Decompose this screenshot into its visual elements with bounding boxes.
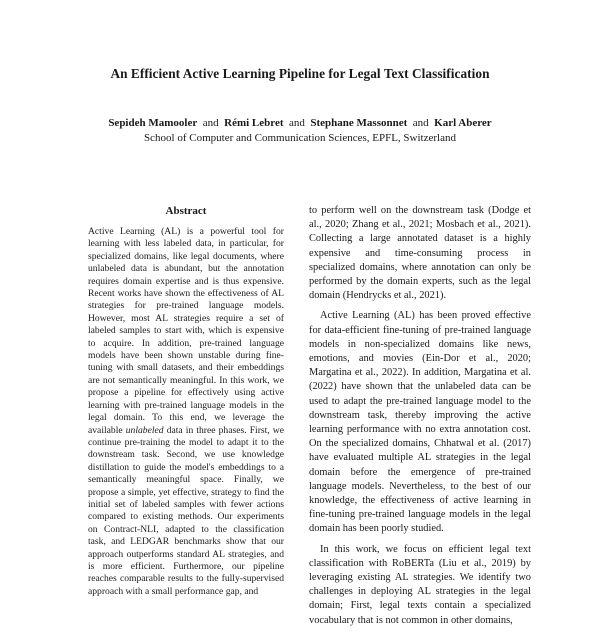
abstract-body [88,226,284,598]
author-separator: and [412,117,429,129]
body-column [309,204,531,634]
author-list [0,117,600,129]
author-name: Karl Aberer [434,117,492,129]
author-name: Sepideh Mamooler [108,117,198,129]
body-paragraph: Active Learning (AL) has been proved effective for data-efficient fine-tuning of pre-trained language models in non-specialized domains like news, emotions, and movies (Ein-Dor et al., 2020; Margatina et al., 2022). In addition, Margatina et al. (2022) have shown that the unlabeled data can be used to adapt the pre-trained language model to the downstream task, thereby improving the active learning performance with no extra annotation cost. On the specialized domains, Chhatwal et al. (2017) have evaluated multiple AL strategies in the legal domain before the emergence of pre-trained language models. Nevertheless, to the best of our knowledge, the effectiveness of active learning in fine-tuning pre-trained language models in the legal domain has been poorly studied. [309,310,531,535]
abstract-heading: Abstract [165,205,207,217]
abstract-emphasis: unlabeled [125,424,164,436]
abstract-text: data in three phases. First, we continue pre-training the model to adapt it to the downstream task. Second, we use knowledge distillation to guide the model's embeddings to a semantically meaningful space. Finally, we propose a simple, yet effective, strategy to find the initial set of labeled samples with fewer actions compared to existing methods. Our experiments on Contract-NLI, adapted to the classification task, and LEDGAR benchmarks show that our approach outperforms standard AL strategies, and is more efficient. Furthermore, our pipeline reaches comparable results to the fully-supervised approach with a small performance gap, and [88,424,284,597]
body-paragraph: to perform well on the downstream task (Dodge et al., 2020; Zhang et al., 2021; Mosbach et al., 2021). Collecting a large annotated dataset is a highly expensive and time-consuming process in specialized domains, where annotation can only be performed by the domain experts, such as the legal domain (Hendrycks et al., 2021). [309,205,531,302]
abstract-text: Active Learning (AL) is a powerful tool for learning with less labeled data, in particular, for specialized domains, like legal documents, where unlabeled data is abundant, but the annotation requires domain expertise and is thus expensive. Recent works have shown the effectiveness of AL strategies for pre-trained language models. However, most AL strategies require a set of labeled samples to start with, which is expensive to acquire. In addition, pre-trained language models have been shown unstable during fine-tuning with small datasets, and their embeddings are not semantically meaningful. In this work, we propose a pipeline for effectively using active learning with pre-trained language models in the legal domain. To this end, we leverage the available [88,226,284,436]
author-name: Rémi Lebret [224,117,284,129]
author-separator: and [202,117,219,129]
body-paragraph: In this work, we focus on efficient legal text classification with RoBERTa (Liu et al., 2019) by leveraging existing AL strategies. We identify two challenges in deploying AL strategies in the legal domain; First, legal texts contain a specialized vocabulary that is not common in other domains, [309,543,531,626]
author-name: Stephane Massonnet [310,117,408,129]
affiliation: School of Computer and Communication Sciences, EPFL, Switzerland [144,132,456,144]
paper-title: An Efficient Active Learning Pipeline for Legal Text Classification [110,66,490,81]
author-separator: and [289,117,305,129]
